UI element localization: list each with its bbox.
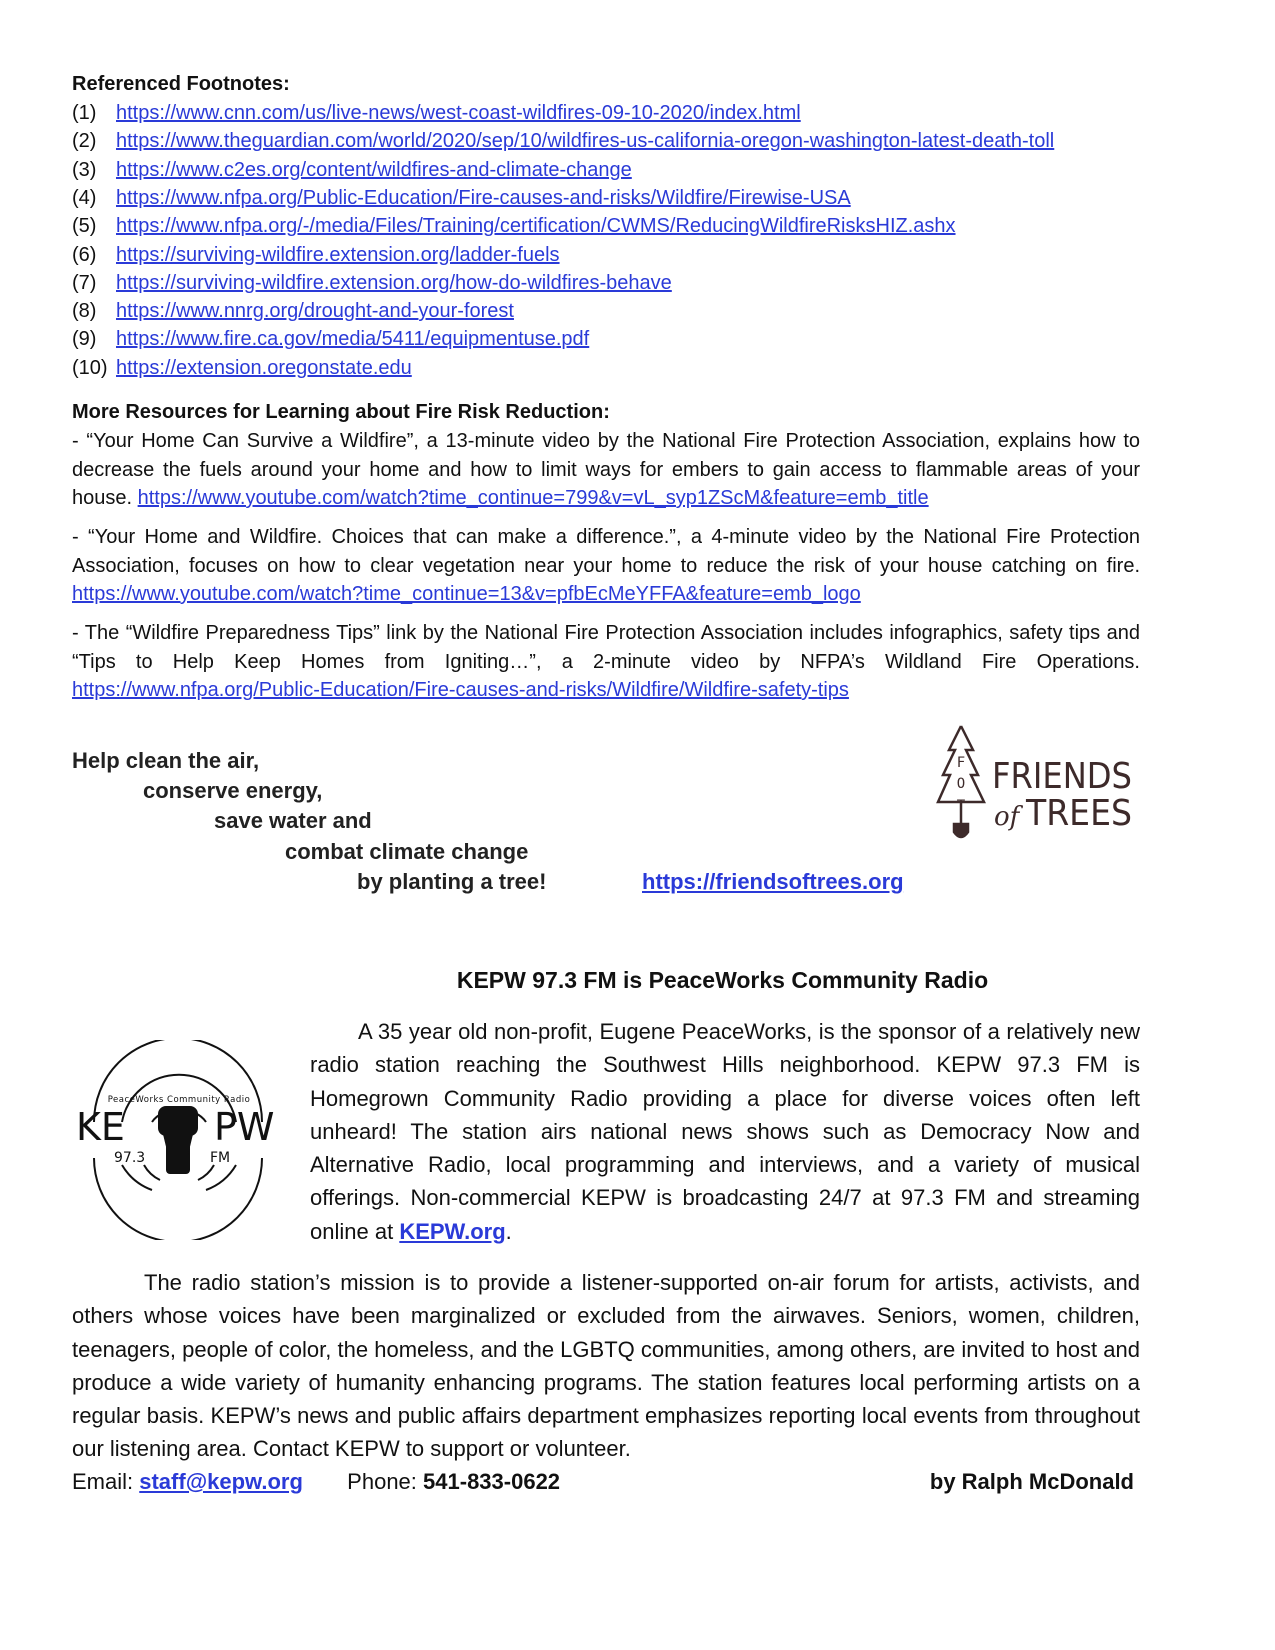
footnote-link[interactable]: https://surviving-wildfire.extension.org/ladder-fuels: [116, 243, 560, 266]
svg-text:TREES: TREES: [1024, 793, 1132, 834]
svg-text:PW: PW: [214, 1105, 275, 1149]
footnote-number: (10): [72, 356, 108, 379]
footnote-link[interactable]: https://extension.oregonstate.edu: [116, 356, 412, 379]
footnotes-heading: Referenced Footnotes:: [72, 73, 290, 95]
slogan-line: combat climate change: [285, 839, 529, 864]
radio-description: [310, 1015, 1140, 1248]
svg-text:FM: FM: [210, 1150, 231, 1166]
svg-text:97.3: 97.3: [114, 1150, 146, 1166]
footnote-link[interactable]: https://www.fire.ca.gov/media/5411/equipmentuse.pdf: [116, 328, 590, 351]
resource-link[interactable]: https://www.youtube.com/watch?time_continue=799&v=vL_syp1ZScM&feature=emb_title: [137, 487, 929, 509]
svg-text:KE: KE: [76, 1105, 125, 1149]
tree-icon: [930, 720, 1140, 850]
footnote-link[interactable]: https://surviving-wildfire.extension.org/how-do-wildfires-behave: [116, 271, 672, 294]
footnote-item: [72, 241, 560, 269]
svg-text:T: T: [956, 798, 966, 814]
resource-item: [72, 427, 1140, 513]
email-link[interactable]: staff@kepw.org: [139, 1469, 303, 1494]
svg-text:PeaceWorks Community Radio: PeaceWorks Community Radio: [107, 1095, 251, 1105]
raised-fist-icon: [158, 1106, 198, 1174]
footnote-item: [72, 297, 514, 325]
resource-item: [72, 523, 1140, 609]
resource-item: [72, 619, 1140, 705]
resource-text: - The “Wildfire Preparedness Tips” link by the National Fire Protection Association includes infographics, safety tips and “Tips to Help Keep Homes from Igniting…”, a 2-minute video by NFPA’s Wildland Fire Operations.: [72, 622, 1140, 673]
footnote-number: (1): [72, 102, 97, 124]
resource-text: - “Your Home and Wildfire. Choices that can make a difference.”, a 4-minute video by the National Fire Protection Association, focuses on how to clear vegetation near your home to reduce the risk of your house catching on fire.: [72, 526, 1140, 577]
footnote-number: (8): [72, 300, 97, 323]
footnote-item: [72, 325, 589, 353]
footnote-item: [72, 354, 412, 382]
footnote-number: (2): [72, 130, 97, 153]
radio-mission: [72, 1266, 1140, 1466]
footnote-item: [72, 99, 801, 127]
footnote-item: [72, 184, 851, 212]
svg-text:of: of: [994, 802, 1020, 832]
resource-link[interactable]: https://www.youtube.com/watch?time_continue=13&v=pfbEcMeYFFA&feature=emb_logo: [72, 583, 861, 605]
resource-text: - “Your Home Can Survive a Wildfire”, a 13-minute video by the National Fire Protection Association, explains how to decrease the fuels around your home and how to limit ways for embers to gain access to flammable areas of your house.: [72, 430, 1140, 509]
resource-link[interactable]: https://www.nfpa.org/Public-Education/Fire-causes-and-risks/Wildfire/Wildfire-safety-tips: [72, 679, 849, 701]
slogan-line: conserve energy,: [143, 778, 323, 803]
phone-number: 541-833-0622: [423, 1469, 561, 1494]
footnote-item: [72, 127, 1054, 155]
footnote-item: [72, 212, 956, 240]
footnote-number: (3): [72, 158, 97, 181]
footnote-item: [72, 156, 632, 184]
footnote-link[interactable]: https://www.c2es.org/content/wildfires-and-climate-change: [116, 158, 632, 181]
kepw-link[interactable]: KEPW.org: [399, 1218, 506, 1244]
friends-of-trees-logo: [930, 720, 1140, 850]
footnote-link[interactable]: https://www.nfpa.org/-/media/Files/Training/certification/CWMS/ReducingWildfireRisksHIZ.ashx: [116, 215, 956, 238]
resources-heading: More Resources for Learning about Fire Risk Reduction:: [72, 401, 610, 423]
svg-text:F: F: [956, 755, 966, 771]
kepw-logo: [72, 1040, 287, 1240]
footnote-link[interactable]: https://www.theguardian.com/world/2020/sep/10/wildfires-us-california-oregon-washington-latest-death-toll: [116, 130, 1055, 153]
byline: by Ralph McDonald: [929, 1469, 1134, 1494]
slogan-line: Help clean the air,: [72, 748, 260, 773]
radio-mission-text: The radio station’s mission is to provide a listener-supported on-air forum for artists, activists, and others whose voices have been marginalized or excluded from the airwaves. Seniors, women, children, teenagers, people of color, the homeless, and the LGBTQ communities, among others, are invited to host and produce a wide variety of humanity enhancing programs. The station features local performing artists on a regular basis. KEPW’s news and public affairs department emphasizes reporting local events from throughout our listening area. Contact KEPW to support or volunteer.: [72, 1270, 1140, 1462]
phone-label: Phone:: [347, 1469, 417, 1494]
footnote-number: (4): [72, 186, 97, 209]
radio-description-end: .: [505, 1218, 512, 1244]
footnote-number: (6): [72, 243, 97, 266]
footnote-link[interactable]: https://www.nfpa.org/Public-Education/Fire-causes-and-risks/Wildfire/Firewise-USA: [116, 186, 851, 209]
contact-line: [72, 1466, 1134, 1498]
slogan-line: save water and: [214, 808, 372, 833]
footnote-link[interactable]: https://www.cnn.com/us/live-news/west-coast-wildfires-09-10-2020/index.html: [116, 102, 801, 124]
footnote-item: [72, 269, 672, 297]
radio-description-text: A 35 year old non-profit, Eugene PeaceWorks, is the sponsor of a relatively new radio station reaching the Southwest Hills neighborhood. KEPW 97.3 FM is Homegrown Community Radio providing a place for diverse voices often left unheard! The station airs national news shows such as Democracy Now and Alternative Radio, local programming and interviews, and a variety of musical offerings. Non-commercial KEPW is broadcasting 24/7 at 97.3 FM and streaming online at: [310, 1019, 1140, 1244]
footnote-link[interactable]: https://www.nnrg.org/drought-and-your-forest: [116, 300, 514, 323]
radio-title: KEPW 97.3 FM is PeaceWorks Community Radio: [456, 967, 989, 993]
footnote-number: (5): [72, 215, 97, 238]
footnote-number: (7): [72, 271, 97, 294]
svg-text:FRIENDS: FRIENDS: [992, 756, 1132, 797]
slogan-line: by planting a tree!: [357, 869, 547, 894]
email-label: Email:: [72, 1469, 134, 1494]
footnote-number: (9): [72, 328, 97, 351]
friends-of-trees-link[interactable]: https://friendsoftrees.org: [642, 869, 904, 894]
svg-text:O: O: [956, 776, 966, 792]
